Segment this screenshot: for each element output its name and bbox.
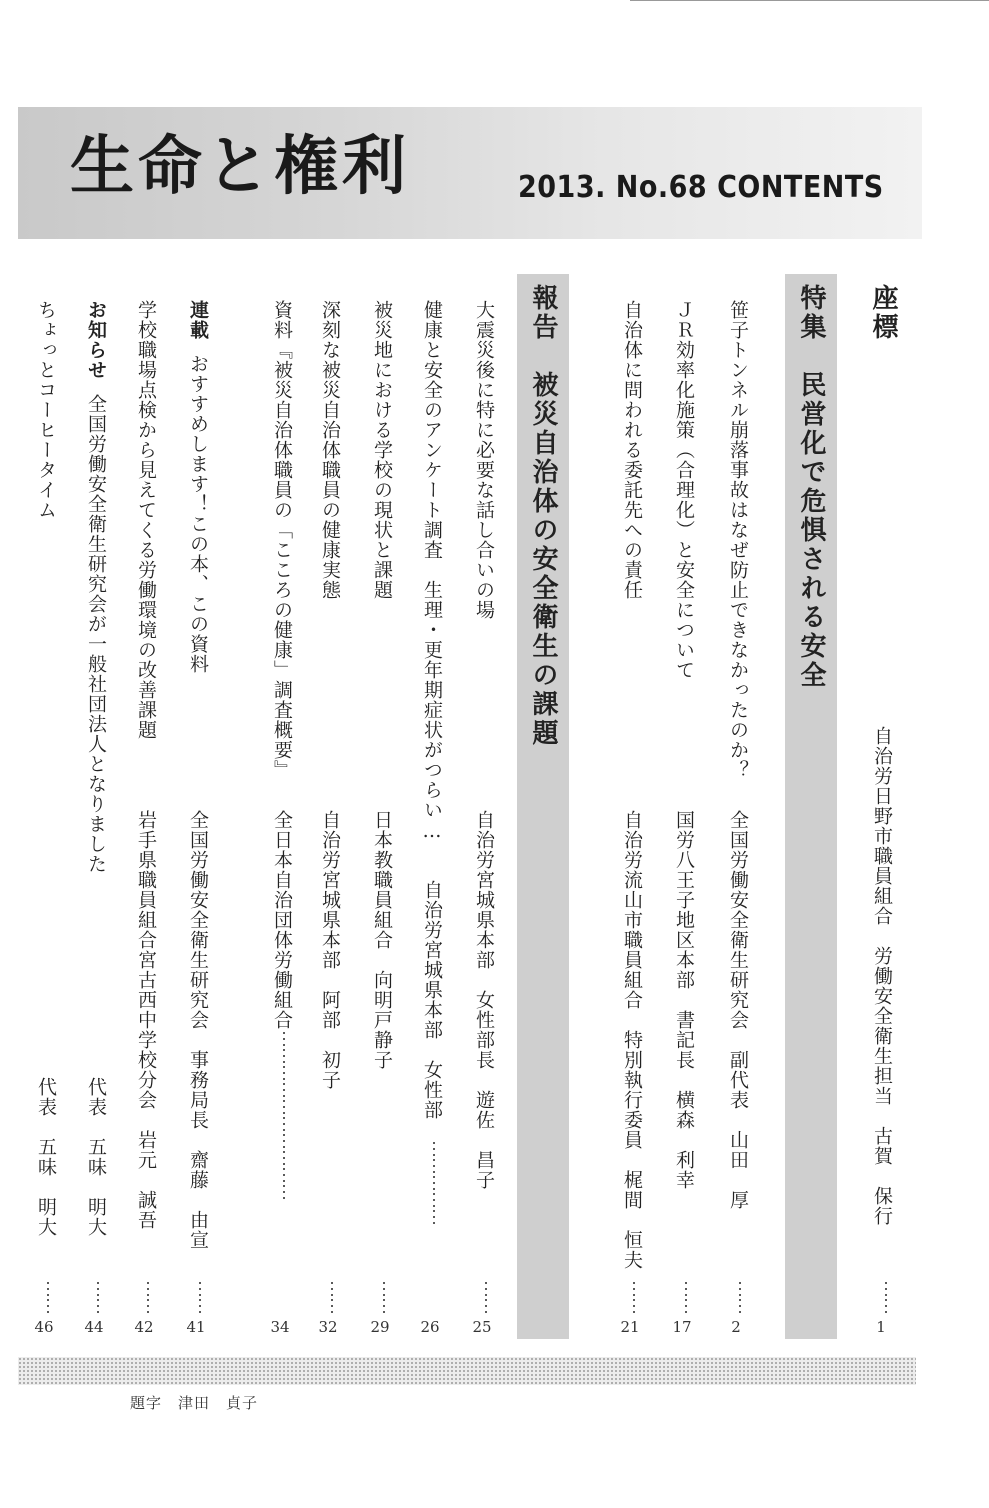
zahyo-author: 自治労日野市職員組合 労働安全衛生担当 古賀 保行 xyxy=(871,726,893,1226)
page-number: 46 xyxy=(34,1318,54,1336)
page-number: 2 xyxy=(731,1318,741,1336)
page-number: 42 xyxy=(134,1318,154,1336)
leader-dots: ⋯⋯ xyxy=(675,1280,696,1314)
article-title[interactable]: 深刻な被災自治体職員の健康実態 xyxy=(319,300,341,600)
leader-dots: ⋯⋯ xyxy=(321,1280,342,1314)
article-author: 全国労働安全衛生研究会 副代表 山田 厚 xyxy=(727,810,749,1210)
article-title[interactable]: 笹子トンネル崩落事故はなぜ防止できなかったのか？ xyxy=(727,300,749,780)
title-calligraphy-credit: 題字 津田 貞子 xyxy=(130,1394,259,1412)
article-author: 全国労働安全衛生研究会 事務局長 齋藤 由宣 xyxy=(187,810,209,1250)
tokushu-heading: 特集 民営化で危惧される安全 xyxy=(796,284,826,690)
article-title[interactable]: 大震災後に特に必要な話し合いの場 xyxy=(473,300,495,620)
leader-dots: ⋯⋯ xyxy=(137,1280,158,1314)
page-number: 25 xyxy=(472,1318,492,1336)
oshirase-label: お知らせ xyxy=(85,300,107,380)
leader-dots: ⋯⋯ xyxy=(373,1280,394,1314)
footer-band xyxy=(18,1357,916,1385)
top-rule xyxy=(630,0,989,1)
page-number: 34 xyxy=(270,1318,290,1336)
page-number: 21 xyxy=(620,1318,640,1336)
article-title[interactable]: 被災地における学校の現状と課題 xyxy=(371,300,393,600)
article-author: 代表 五味 明大 xyxy=(35,1077,57,1237)
leader-dots: ⋯⋯ xyxy=(623,1280,644,1314)
page-number: 26 xyxy=(420,1318,440,1336)
masthead xyxy=(18,107,922,239)
article-title[interactable]: 学校職場点検から見えてくる労働環境の改善課題 xyxy=(135,300,157,740)
article-author: 岩手県職員組合宮古西中学校分会 岩元 誠吾 xyxy=(135,810,157,1230)
article-title[interactable]: 資料『被災自治体職員の「こころの健康」調査概要』 xyxy=(271,300,293,780)
issue-number: 2013. No.68 CONTENTS xyxy=(518,170,884,205)
rensai-label: 連載 xyxy=(187,300,209,340)
article-title[interactable]: ＪＲ効率化施策（合理化）と安全について xyxy=(673,300,695,680)
article-title[interactable]: 全国労働安全衛生研究会が一般社団法人となりました xyxy=(85,394,107,874)
article-author: 自治労宮城県本部 女性部 xyxy=(421,880,443,1120)
article-title[interactable]: 健康と安全のアンケート調査 生理・更年期症状がつらい… xyxy=(421,300,443,843)
article-title[interactable]: ちょっとコーヒータイム xyxy=(35,300,57,520)
article-title[interactable]: 自治体に問われる委託先への責任 xyxy=(621,300,643,600)
houkoku-heading: 報告 被災自治体の安全衛生の課題 xyxy=(528,284,558,748)
leader-dots: ⋯⋯ xyxy=(875,1280,896,1314)
rensai-entry xyxy=(186,300,210,674)
page-number: 29 xyxy=(370,1318,390,1336)
zahyo-label: 座標 xyxy=(868,284,898,342)
leader-dots: ⋯⋯ xyxy=(189,1280,210,1314)
article-author: 国労八王子地区本部 書記長 横森 利幸 xyxy=(673,810,695,1190)
page-number: 32 xyxy=(318,1318,338,1336)
article-author: 自治労流山市職員組合 特別執行委員 梶間 恒夫 xyxy=(621,810,643,1270)
leader-dots: ⋯⋯ xyxy=(87,1280,108,1314)
page-number: 1 xyxy=(876,1318,886,1336)
article-author: 全日本自治団体労働組合 xyxy=(271,810,293,1030)
oshirase-entry xyxy=(84,300,108,874)
page-number: 44 xyxy=(84,1318,104,1336)
page-number: 17 xyxy=(672,1318,692,1336)
article-title[interactable]: おすすめします！この本、この資料 xyxy=(187,354,209,674)
article-author: 代表 五味 明大 xyxy=(85,1077,107,1237)
leader-dots: ⋯⋯ xyxy=(37,1280,58,1314)
page-number: 41 xyxy=(186,1318,206,1336)
leader-dots: ⋯⋯ xyxy=(729,1280,750,1314)
article-author: 日本教職員組合 向明戸静子 xyxy=(371,810,393,1070)
article-author: 自治労宮城県本部 阿部 初子 xyxy=(319,810,341,1090)
leader-dots: ⋯⋯ xyxy=(475,1280,496,1314)
magazine-title: 生命と権利 xyxy=(70,129,410,204)
article-author: 自治労宮城県本部 女性部長 遊佐 昌子 xyxy=(473,810,495,1190)
leader-dots: ⋯⋯⋯⋯⋯⋯⋯⋯⋯⋯ xyxy=(273,1030,294,1200)
leader-dots: ⋯⋯⋯⋯⋯ xyxy=(423,1140,444,1225)
